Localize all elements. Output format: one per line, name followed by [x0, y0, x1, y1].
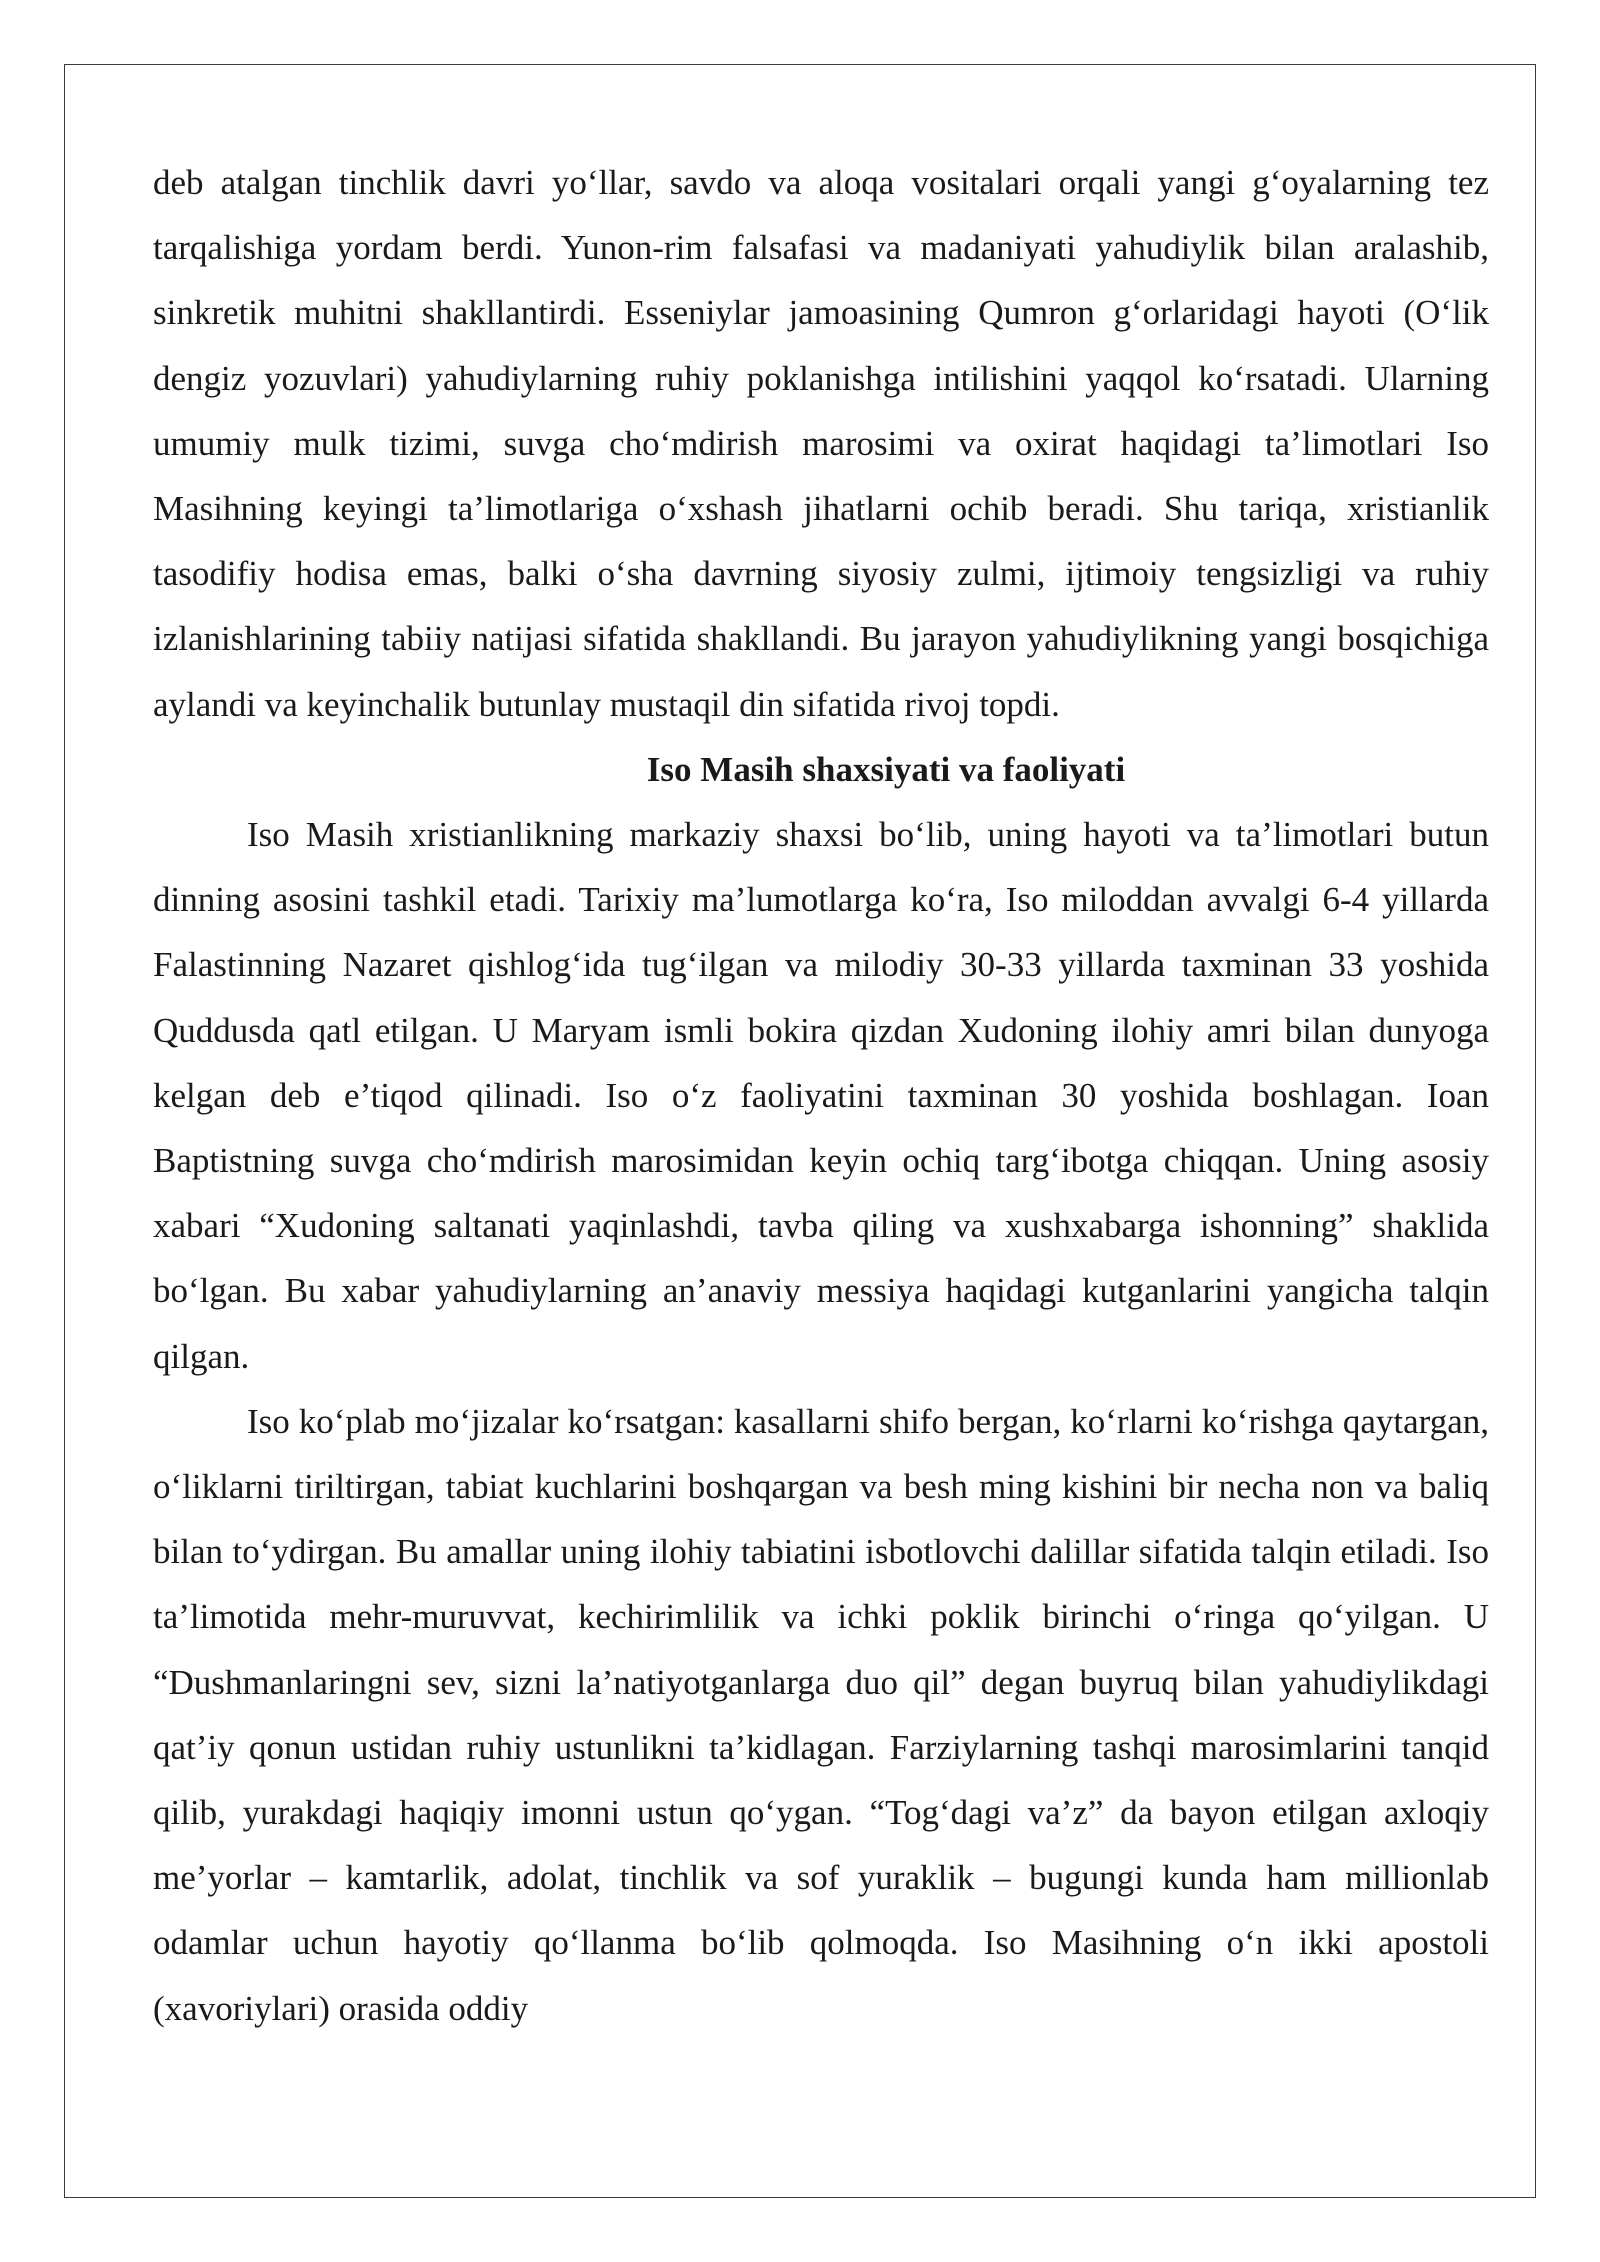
section-heading: Iso Masih shaxsiyati va faoliyati [646, 749, 1126, 789]
paragraph-iso-biography: Iso Masih xristianlikning markaziy shaxsi bo‘lib, uning hayoti va ta’limotlari butun dinning asosini tashkil etadi. Tarixiy ma’lumotlarga ko‘ra, Iso miloddan avvalgi 6-4 yillarda Falastinning Nazaret qishlog‘ida tug‘ilgan va milodiy 30-33 yillarda taxminan 33 yoshida Quddusda qatl etilgan. U Maryam ismli bokira qizdan Xudoning ilohiy amri bilan dunyoga kelgan deb e’tiqod qilinadi. Iso o‘z faoliyatini taxminan 30 yoshida boshlagan. Ioan Baptistning suvga cho‘mdirish marosimidan keyin ochiq targ‘ibotga chiqqan. Uning asosiy xabari “Xudoning saltanati yaqinlashdi, tavba qiling va xushxabarga ishonning” shaklida bo‘lgan. Bu xabar yahudiylarning an’anaviy messiya haqidagi kutganlarini yangicha talqin qilgan. [153, 815, 1489, 1376]
paragraph-iso-miracles: Iso ko‘plab mo‘jizalar ko‘rsatgan: kasallarni shifo bergan, ko‘rlarni ko‘rishga qaytargan, o‘liklarni tiriltirgan, tabiat kuchlarini boshqargan va besh ming kishini bir necha non va baliq bilan to‘ydirgan. Bu amallar uning ilohiy tabiatini isbotlovchi dalillar sifatida talqin etiladi. Iso ta’limotida mehr-muruvvat, kechirimlilik va ichki poklik birinchi o‘ringa qo‘yilgan. U “Dushmanlaringni sev, sizni la’natiyotganlarga duo qil” degan buyruq bilan yahudiylikdagi qat’iy qonun ustidan ruhiy ustunlikni ta’kidlagan. Farziylarning tashqi marosimlarini tanqid qilib, yurakdagi haqiqiy imonni ustun qo‘ygan. “Tog‘dagi va’z” da bayon etilgan axloqiy me’yorlar – kamtarlik, adolat, tinchlik va sof yuraklik – bugungi kunda ham millionlab odamlar uchun hayotiy qo‘llanma bo‘lib qolmoqda. Iso Masihning o‘n ikki apostoli (xavoriylari) orasida oddiy [153, 1401, 1489, 2028]
document-body [153, 150, 1489, 2041]
intro-paragraph: deb atalgan tinchlik davri yo‘llar, savdo va aloqa vositalari orqali yangi g‘oyalarning tez tarqalishiga yordam berdi. Yunon-rim falsafasi va madaniyati yahudiylik bilan aralashib, sinkretik muhitni shakllantirdi. Esseniylar jamoasining Qumron g‘orlaridagi hayoti (O‘lik dengiz yozuvlari) yahudiylarning ruhiy poklanishga intilishini yaqqol ko‘rsatadi. Ularning umumiy mulk tizimi, suvga cho‘mdirish marosimi va oxirat haqidagi ta’limotlari Iso Masihning keyingi ta’limotlariga o‘xshash jihatlarni ochib beradi. Shu tariqa, xristianlik tasodifiy hodisa emas, balki o‘sha davrning siyosiy zulmi, ijtimoiy tengsizligi va ruhiy izlanishlarining tabiiy natijasi sifatida shakllandi. Bu jarayon yahudiylikning yangi bosqichiga aylandi va keyinchalik butunlay mustaqil din sifatida rivoj topdi. [153, 163, 1489, 724]
